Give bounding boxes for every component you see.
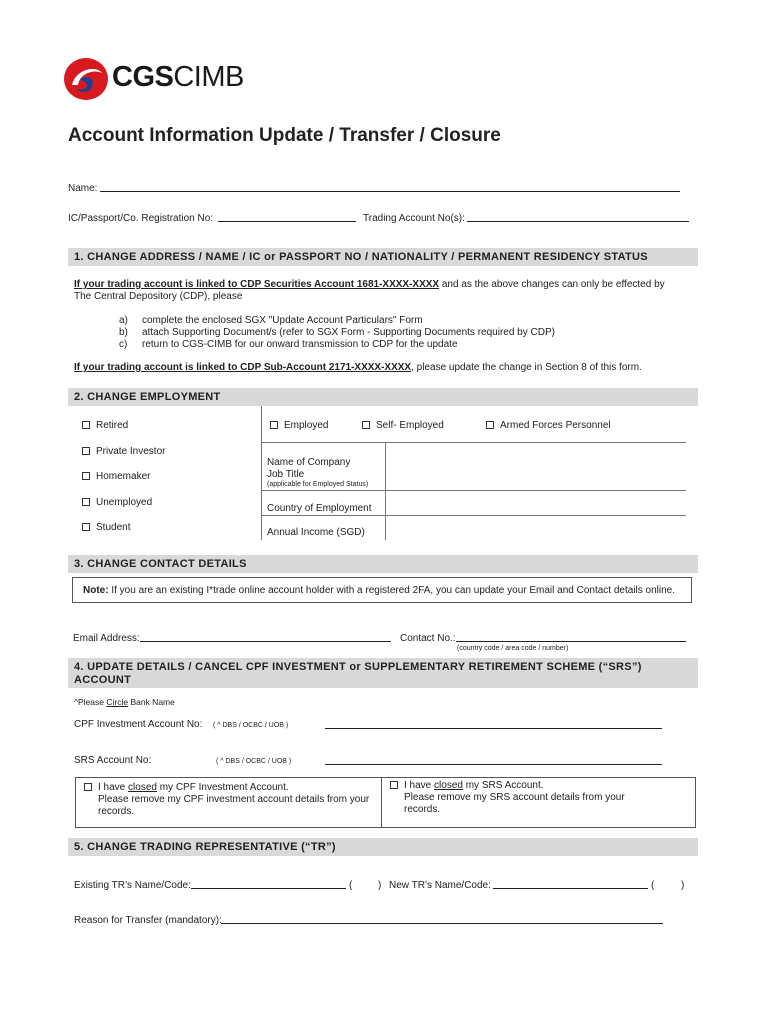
section-4-heading: 4. UPDATE DETAILS / CANCEL CPF INVESTMENT or SUPPLEMENTARY RETIREMENT SCHEME (“SRS”) ACCOUNT: [68, 658, 698, 688]
email-field[interactable]: [140, 641, 391, 642]
srs-closed-checkbox[interactable]: [390, 781, 398, 789]
existing-tr-code-open: (: [349, 880, 353, 891]
srs-bank-options[interactable]: ( ^ DBS / OCBC / UOB ): [216, 758, 292, 765]
page-title: Account Information Update / Transfer / Closure: [68, 125, 501, 146]
name-field[interactable]: [100, 191, 680, 192]
self-employed-checkbox[interactable]: [362, 421, 370, 429]
cpf-label: CPF Investment Account No:: [74, 719, 203, 730]
option-retired[interactable]: Retired: [82, 420, 128, 431]
country-input[interactable]: [386, 491, 686, 515]
step-a-marker: a): [119, 315, 128, 326]
student-checkbox[interactable]: [82, 523, 90, 531]
step-b-text: attach Supporting Document/s (refer to SGX Form - Supporting Documents required by CDP): [142, 327, 555, 338]
employment-divider: [261, 406, 262, 540]
contact-field[interactable]: [456, 641, 686, 642]
circle-bank-note: ^Please Circle Bank Name: [74, 697, 175, 707]
company-label: Name of Company: [267, 457, 351, 468]
existing-tr-field[interactable]: [191, 888, 346, 889]
step-c-marker: c): [119, 339, 128, 350]
armed-forces-checkbox[interactable]: [486, 421, 494, 429]
reason-label: Reason for Transfer (mandatory):: [74, 915, 222, 926]
existing-tr-label: Existing TR’s Name/Code:: [74, 880, 191, 891]
retired-checkbox[interactable]: [82, 421, 90, 429]
note-text: Note: If you are an existing I*trade online account holder with a registered 2FA, you can update your Email and Contact details online.: [83, 585, 676, 596]
option-employed[interactable]: Employed: [270, 420, 328, 431]
contact-hint: (country code / area code / number): [457, 645, 569, 652]
email-label: Email Address:: [73, 633, 140, 644]
option-self-employed[interactable]: Self- Employed: [362, 420, 444, 431]
name-label: Name:: [68, 183, 98, 194]
new-tr-code-close: ): [681, 880, 685, 891]
section-2-heading: 2. CHANGE EMPLOYMENT: [68, 388, 698, 406]
srs-account-field[interactable]: [325, 764, 662, 765]
cpf-closed-option[interactable]: I have closed my CPF Investment Account. Please remove my CPF investment account details from your records.: [84, 782, 369, 818]
srs-closed-option[interactable]: I have closed my SRS Account. Please remove my SRS account details from your records.: [390, 780, 625, 816]
step-a-text: complete the enclosed SGX "Update Account Particulars" Form: [142, 315, 423, 326]
company-job-input[interactable]: [386, 443, 686, 490]
private-investor-checkbox[interactable]: [82, 447, 90, 455]
swirl-logo-icon: [62, 55, 110, 103]
homemaker-checkbox[interactable]: [82, 472, 90, 480]
step-b-marker: b): [119, 327, 128, 338]
contact-label: Contact No.:: [400, 633, 456, 644]
option-unemployed[interactable]: Unemployed: [82, 497, 152, 508]
cdp-instruction-line2: The Central Depository (CDP), please: [74, 291, 243, 302]
logo-wordmark: CGSCIMB: [112, 61, 244, 93]
cpf-account-field[interactable]: [325, 728, 662, 729]
income-label: Annual Income (SGD): [267, 527, 365, 538]
option-private-investor[interactable]: Private Investor: [82, 446, 165, 457]
section-3-heading: 3. CHANGE CONTACT DETAILS: [68, 555, 698, 573]
income-input[interactable]: [386, 516, 686, 540]
unemployed-checkbox[interactable]: [82, 498, 90, 506]
section-1-heading: 1. CHANGE ADDRESS / NAME / IC or PASSPORT NO / NATIONALITY / PERMANENT RESIDENCY STATUS: [68, 248, 698, 266]
reason-field[interactable]: [221, 923, 663, 924]
job-title-note: (applicable for Employed Status): [267, 481, 369, 488]
new-tr-field[interactable]: [493, 888, 648, 889]
step-c-text: return to CGS-CIMB for our onward transmission to CDP for the update: [142, 339, 458, 350]
employed-checkbox[interactable]: [270, 421, 278, 429]
trading-account-field[interactable]: [467, 221, 689, 222]
cpf-bank-options[interactable]: ( ^ DBS / OCBC / UOB ): [213, 722, 289, 729]
sub-account-instruction: If your trading account is linked to CDP Sub-Account 2171-XXXX-XXXX, please update the change in Section 8 of this form.: [74, 362, 642, 373]
cgs-cimb-logo: [62, 55, 282, 103]
cpf-closed-checkbox[interactable]: [84, 783, 92, 791]
cdp-instruction: If your trading account is linked to CDP Securities Account 1681-XXXX-XXXX and as the above changes can only be effected by: [74, 279, 665, 290]
ic-field[interactable]: [218, 221, 356, 222]
new-tr-label: New TR’s Name/Code:: [389, 880, 491, 891]
existing-tr-code-close: ): [378, 880, 382, 891]
country-label: Country of Employment: [267, 503, 372, 514]
note-box: [72, 577, 692, 603]
closure-divider: [381, 777, 382, 828]
new-tr-code-open: (: [651, 880, 655, 891]
section-5-heading: 5. CHANGE TRADING REPRESENTATIVE (“TR”): [68, 838, 698, 856]
option-student[interactable]: Student: [82, 522, 130, 533]
ic-label: IC/Passport/Co. Registration No:: [68, 213, 214, 224]
srs-label: SRS Account No:: [74, 755, 152, 766]
job-title-label: Job Title: [267, 469, 305, 480]
trading-account-label: Trading Account No(s):: [363, 213, 465, 224]
option-armed-forces[interactable]: Armed Forces Personnel: [486, 420, 611, 431]
option-homemaker[interactable]: Homemaker: [82, 471, 150, 482]
